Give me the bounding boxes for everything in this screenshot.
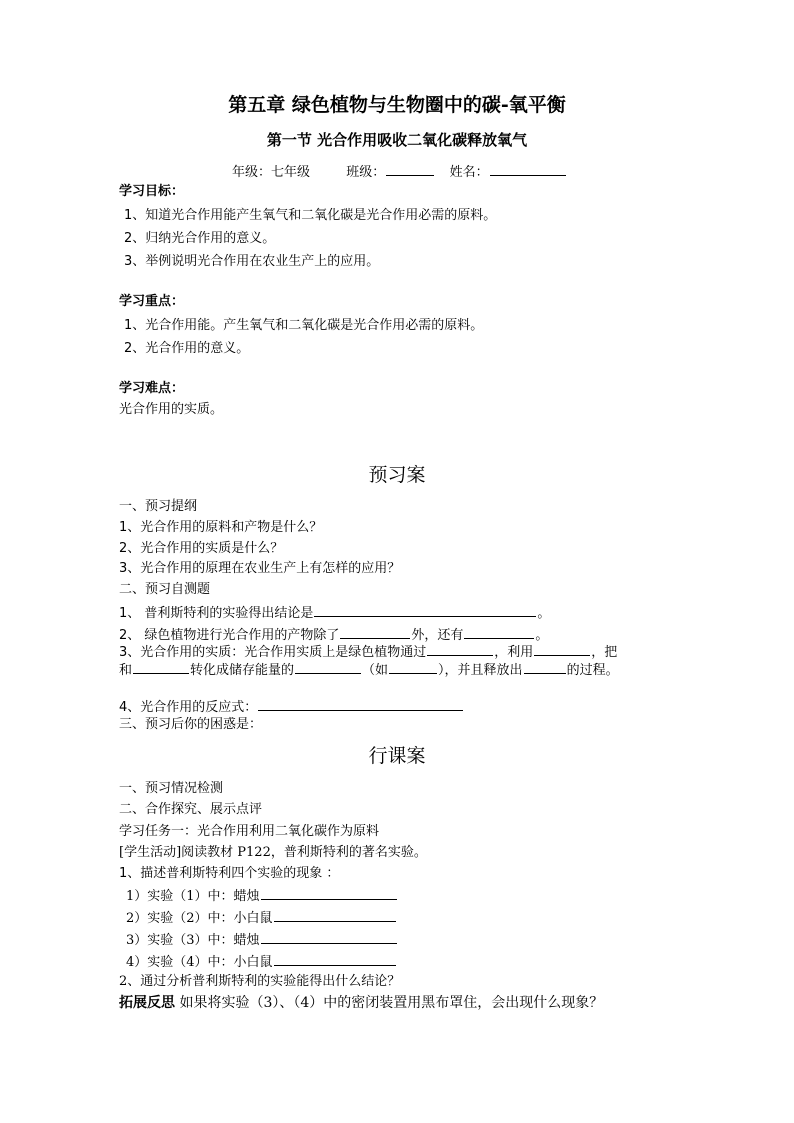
answer-blank [261,930,397,944]
extension-label: 拓展反思 [119,995,175,1011]
objectives-heading: 学习目标： [119,184,185,199]
outline-item: 1、光合作用的原料和产物是什么？ [119,520,323,535]
question-2: 2、 绿色植物进行光合作用的产物除了 外，还有 。 [119,625,548,645]
answer-blank [389,660,437,674]
difficulties-text: 光合作用的实质。 [119,402,224,417]
experiment-line: 3）实验（3）中：蜡烛 [126,930,398,950]
answer-blank [427,642,493,656]
answer-blank [261,886,397,900]
question-4: 4、光合作用的反应式： [119,697,464,717]
answer-blank [274,908,396,922]
experiment-line: 1）实验（1）中：蜡烛 [126,886,398,906]
section-title: 第一节 光合作用吸收二氧化碳释放氧气 [266,131,528,149]
difficulties-heading: 学习难点： [119,381,185,396]
grade-label: 年级：七年级 [232,165,311,180]
lesson-item: 一、预习情况检测 [119,781,224,796]
preview-title: 预习案 [368,464,426,486]
student-activity: [学生活动]阅读教材 P122，普利斯特利的著名实验。 [119,845,427,860]
extension-reflection [119,993,603,1013]
describe-question: 1、描述普利斯特利四个实验的现象 ： [119,866,340,881]
objective-item: 2、归纳光合作用的意义。 [124,231,276,246]
answer-blank [295,660,361,674]
lesson-item: 二、合作探究、展示点评 [119,802,263,817]
answer-blank [258,697,463,711]
answer-blank [340,625,410,639]
question-1: 1、 普利斯特利的实验得出结论是 。 [119,603,550,623]
experiment-line: 4）实验（4）中：小白鼠 [126,952,397,972]
extension-text: 如果将实验（3）、（4）中的密闭装置用黑布罩住，会出现什么现象？ [175,995,604,1011]
keypoint-item: 2、光合作用的意义。 [124,341,250,356]
question-3-line1: 3、光合作用的实质：光合作用实质上是绿色植物通过 ，利用 ，把 [119,642,617,662]
answer-blank [464,625,534,639]
outline-item: 2、光合作用的实质是什么？ [119,541,284,556]
answer-blank [133,660,189,674]
experiment-line: 2）实验（2）中：小白鼠 [126,908,397,928]
answer-blank [274,952,396,966]
task-1: 学习任务一：光合作用利用二氧化碳作为原料 [119,824,380,839]
conclusion-question: 2、通过分析普利斯特利的实验能得出什么结论？ [119,974,401,989]
outline-item: 3、光合作用的原理在农业生产上有怎样的应用？ [119,561,401,576]
class-label: 班级： [346,165,386,180]
answer-blank [314,603,536,617]
objective-item: 3、举例说明光合作用在农业生产上的应用。 [124,254,380,269]
answer-blank [524,660,566,674]
keypoints-heading: 学习重点： [119,294,185,309]
name-blank [490,162,566,176]
info-line [232,162,567,182]
outline-heading: 一、预习提纲 [119,499,198,514]
answer-blank [534,642,590,656]
question-3-line2: 和 转化成储存能量的 （如 ），并且释放出 的过程。 [119,660,619,680]
lesson-title: 行课案 [368,745,426,767]
keypoint-item: 1、光合作用能。产生氧气和二氧化碳是光合作用必需的原料。 [124,318,484,333]
confusion-line: 三、预习后你的困惑是： [119,717,263,732]
name-label: 姓名： [449,165,489,180]
class-blank [386,162,434,176]
chapter-title: 第五章 绿色植物与生物圈中的碳-氧平衡 [228,94,566,116]
objective-item: 1、知道光合作用能产生氧气和二氧化碳是光合作用必需的原料。 [124,208,497,223]
selftest-heading: 二、预习自测题 [119,582,211,597]
